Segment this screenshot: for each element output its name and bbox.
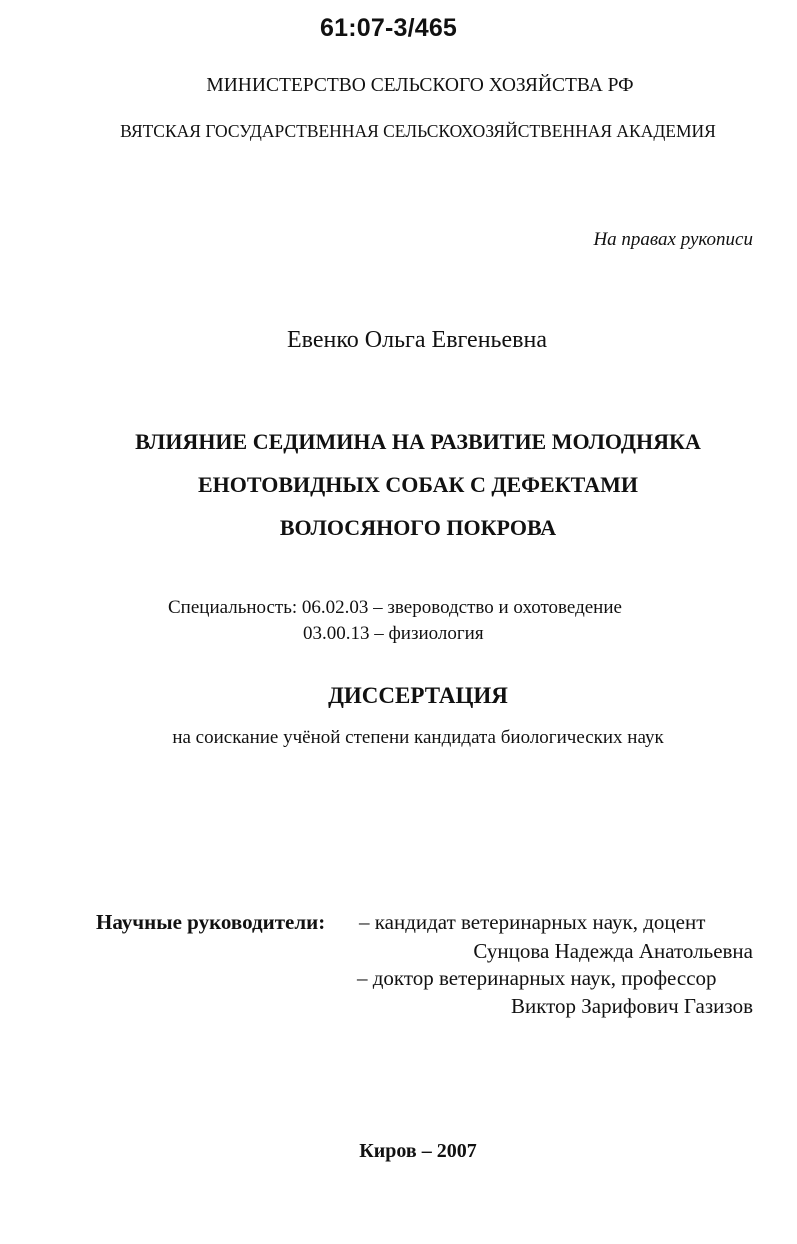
ministry-heading: МИНИСТЕРСТВО СЕЛЬСКОГО ХОЗЯЙСТВА РФ bbox=[206, 75, 634, 96]
supervisor-1-name: Сунцова Надежда Анатольевна bbox=[473, 939, 753, 963]
title-line: ВОЛОСЯНОГО ПОКРОВА bbox=[279, 515, 557, 540]
specialty-line-2: 03.00.13 – физиология bbox=[303, 623, 484, 644]
title-line: ВЛИЯНИЕ СЕДИМИНА НА РАЗВИТИЕ МОЛОДНЯКА bbox=[135, 429, 701, 454]
specialty-line-1: Специальность: 06.02.03 – звероводство и охотоведение bbox=[168, 597, 622, 618]
title-line: ЕНОТОВИДНЫХ СОБАК С ДЕФЕКТАМИ bbox=[197, 472, 639, 497]
dissertation-label: ДИССЕРТАЦИЯ bbox=[328, 683, 508, 708]
supervisor-2-name: Виктор Зарифович Газизов bbox=[510, 994, 753, 1018]
academy-heading: ВЯТСКАЯ ГОСУДАРСТВЕННАЯ СЕЛЬСКОХОЗЯЙСТВЕННАЯ АКАДЕМИЯ bbox=[120, 121, 716, 141]
supervisors-label: Научные руководители: bbox=[96, 910, 326, 934]
city-year: Киров – 2007 bbox=[359, 1140, 477, 1162]
degree-text: на соискание учёной степени кандидата биологических наук bbox=[172, 727, 664, 748]
catalog-number: 61:07-3/465 bbox=[320, 14, 458, 42]
supervisor-1-title: – кандидат ветеринарных наук, доцент bbox=[359, 910, 706, 934]
supervisor-2-title: – доктор ветеринарных наук, профессор bbox=[357, 966, 717, 990]
author-name: Евенко Ольга Евгеньевна bbox=[287, 327, 547, 353]
manuscript-rights-note: На правах рукописи bbox=[593, 229, 753, 250]
